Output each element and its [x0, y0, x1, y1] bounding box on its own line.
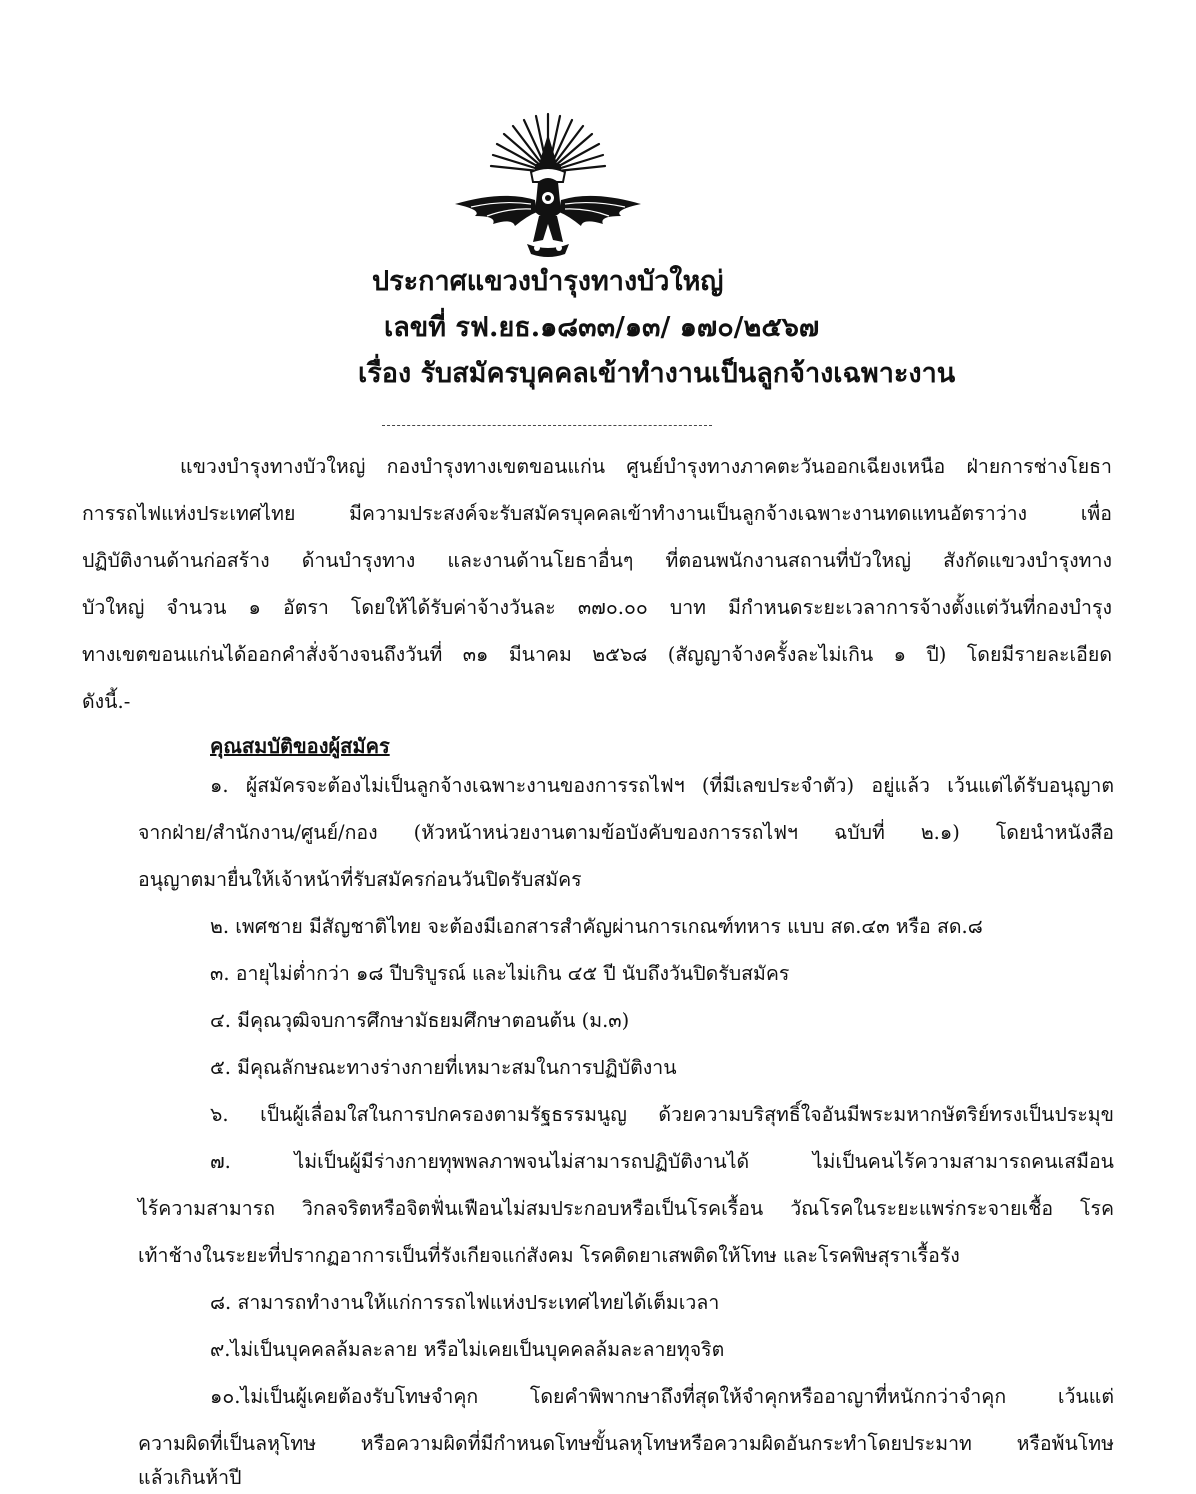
qualification-1-line-2: จากฝ่าย/สำนักงาน/ศูนย์/กอง (หัวหน้าหน่วยงานตามข้อบังคับของการรถไฟฯ ฉบับที่ ๒.๑) โดยนำหนังสือ — [138, 821, 1114, 844]
qualification-9: ๙.ไม่เป็นบุคคลล้มละลาย หรือไม่เคยเป็นบุคคลล้มละลายทุจริต — [210, 1338, 725, 1361]
intro-line-5: ทางเขตขอนแก่นได้ออกคำสั่งจ้างจนถึงวันที่ ๓๑ มีนาคม ๒๕๖๘ (สัญญาจ้างครั้งละไม่เกิน ๑ ปี) โดยมีรายละเอียด — [82, 643, 1112, 666]
qualification-2: ๒. เพศชาย มีสัญชาติไทย จะต้องมีเอกสารสำคัญผ่านการเกณฑ์ทหาร แบบ สด.๔๓ หรือ สด.๘ — [210, 915, 983, 938]
qualification-4: ๔. มีคุณวุฒิจบการศึกษามัธยมศึกษาตอนต้น (ม.๓) — [210, 1009, 630, 1032]
qualification-5: ๕. มีคุณลักษณะทางร่างกายที่เหมาะสมในการปฏิบัติงาน — [210, 1056, 677, 1079]
railway-emblem-logo — [453, 112, 643, 262]
qualification-1-line-3: อนุญาตมายื่นให้เจ้าหน้าที่รับสมัครก่อนวันปิดรับสมัคร — [138, 868, 582, 891]
qualification-10-line-1: ๑๐.ไม่เป็นผู้เคยต้องรับโทษจำคุก โดยคำพิพากษาถึงที่สุดให้จำคุกหรืออาญาที่หนักกว่าจำคุก เว้นแต่ — [210, 1385, 1114, 1408]
announcement-title: ประกาศแขวงบำรุงทางบัวใหญ่ — [372, 266, 724, 297]
qualification-7-line-3: เท้าช้างในระยะที่ปรากฏอาการเป็นที่รังเกียจแก่สังคม โรคติดยาเสพติดให้โทษ และโรคพิษสุราเรื้อรัง — [138, 1244, 960, 1267]
intro-line-3: ปฏิบัติงานด้านก่อสร้าง ด้านบำรุงทาง และงานด้านโยธาอื่นๆ ที่ตอนพนักงานสถานที่บัวใหญ่ สังกัดแขวงบำรุงทาง — [82, 549, 1112, 572]
intro-line-1: แขวงบำรุงทางบัวใหญ่ กองบำรุงทางเขตขอนแก่น ศูนย์บำรุงทางภาคตะวันออกเฉียงเหนือ ฝ่ายการช่างโยธา — [180, 455, 1112, 478]
qualification-10-line-3: แล้วเกินห้าปี — [138, 1466, 242, 1489]
qualification-7-line-1: ๗. ไม่เป็นผู้มีร่างกายทุพพลภาพจนไม่สามารถปฏิบัติงานได้ ไม่เป็นคนไร้ความสามารถคนเสมือน — [210, 1150, 1114, 1173]
intro-line-2: การรถไฟแห่งประเทศไทย มีความประสงค์จะรับสมัครบุคคลเข้าทำงานเป็นลูกจ้างเฉพาะงานทดแทนอัตราว่าง เพื่อ — [82, 502, 1112, 525]
qualification-6: ๖. เป็นผู้เลื่อมใสในการปกครองตามรัฐธรรมนูญ ด้วยความบริสุทธิ์ใจอันมีพระมหากษัตริย์ทรงเป็นประมุข — [210, 1103, 1114, 1126]
announcement-number: เลขที่ รฟ.ยธ.๑๘๓๓/๑๓/ ๑๗๐/๒๕๖๗ — [384, 312, 820, 343]
qualification-10-line-2: ความผิดที่เป็นลหุโทษ หรือความผิดที่มีกำหนดโทษขั้นลหุโทษหรือความผิดอันกระทำโดยประมาท หรือพ้นโทษ — [138, 1432, 1114, 1455]
divider-line — [382, 425, 712, 426]
qualification-3: ๓. อายุไม่ต่ำกว่า ๑๘ ปีบริบูรณ์ และไม่เกิน ๔๕ ปี นับถึงวันปิดรับสมัคร — [210, 962, 790, 985]
announcement-subject: เรื่อง รับสมัครบุคคลเข้าทำงานเป็นลูกจ้างเฉพาะงาน — [358, 358, 956, 389]
qualifications-heading: คุณสมบัติของผู้สมัคร — [210, 734, 390, 758]
qualification-7-line-2: ไร้ความสามารถ วิกลจริตหรือจิตฟั่นเฟือนไม่สมประกอบหรือเป็นโรคเรื้อน วัณโรคในระยะแพร่กระจายเชื้อ โรค — [138, 1197, 1114, 1220]
qualification-1-line-1: ๑. ผู้สมัครจะต้องไม่เป็นลูกจ้างเฉพาะงานของการรถไฟฯ (ที่มีเลขประจำตัว) อยู่แล้ว เว้นแต่ได้รับอนุญาต — [210, 774, 1114, 797]
intro-line-4: บัวใหญ่ จำนวน ๑ อัตรา โดยให้ได้รับค่าจ้างวันละ ๓๗๐.๐๐ บาท มีกำหนดระยะเวลาการจ้างตั้งแต่วันที่กองบำรุง — [82, 596, 1112, 619]
intro-line-6: ดังนี้.- — [82, 690, 131, 713]
qualification-8: ๘. สามารถทำงานให้แก่การรถไฟแห่งประเทศไทยได้เต็มเวลา — [210, 1291, 720, 1314]
